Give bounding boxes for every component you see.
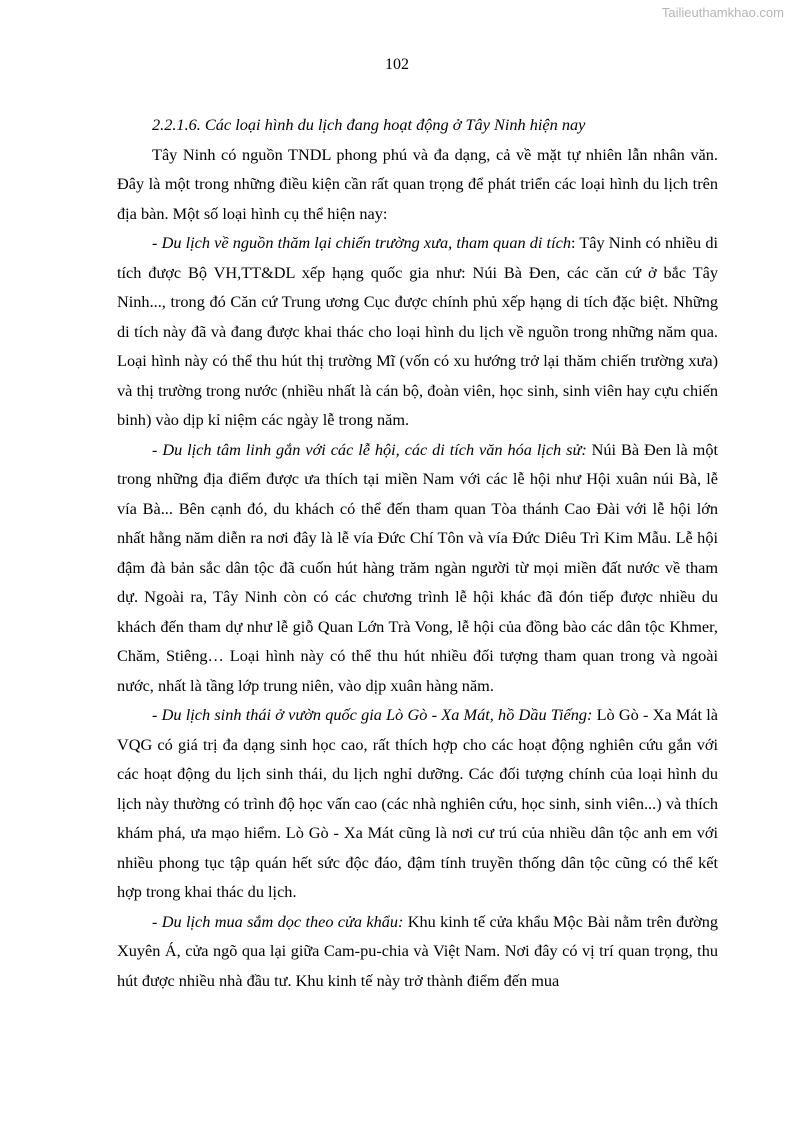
item-lead: - Du lịch tâm linh gắn với các lễ hội, các di tích văn hóa lịch sử:: [152, 439, 587, 459]
item-lead: - Du lịch về nguồn thăm lại chiến trường xưa, tham quan di tích: [152, 233, 571, 252]
paragraph-item: [117, 435, 718, 701]
paragraph-item: [117, 700, 718, 907]
item-lead: - Du lịch mua sắm dọc theo cửa khẩu:: [152, 911, 404, 931]
section-heading: 2.2.1.6. Các loại hình du lịch đang hoạt động ở Tây Ninh hiện nay: [152, 115, 586, 134]
page-number: 102: [385, 56, 409, 73]
item-lead: - Du lịch sinh thái ở vườn quốc gia Lò Gò - Xa Mát, hồ Dầu Tiếng:: [152, 705, 593, 724]
item-text: : Tây Ninh có nhiều di tích được Bộ VH,TT&DL xếp hạng quốc gia như: Núi Bà Đen, các căn cứ ở bắc Tây Ninh..., trong đó Căn cứ Trung ương Cục được chính phủ xếp hạng di tích đặc biệt. Những di tích này đã và đang được khai thác cho loại hình du lịch về nguồn trong những năm qua. Loại hình này có thể thu hút thị trường Mĩ (vốn có xu hướng trở lại thăm chiến trường xưa) và thị trường trong nước (nhiều nhất là cán bộ, đoàn viên, học sinh, sinh viên hay cựu chiến binh) vào dịp kỉ niệm các ngày lễ trong năm.: [117, 233, 718, 429]
paragraph-item: [117, 228, 718, 435]
document-body: [117, 110, 718, 995]
intro-paragraph: Tây Ninh có nguồn TNDL phong phú và đa dạng, cả về mặt tự nhiên lẫn nhân văn. Đây là một trong những điều kiện cần rất quan trọng để phát triển các loại hình du lịch trên địa bàn. Một số loại hình cụ thể hiện nay:: [117, 144, 718, 223]
paragraph-item: [117, 907, 718, 996]
watermark: Tailieuthamkhao.com: [661, 5, 784, 20]
item-text: Khu kinh tế cửa khẩu Mộc Bài nằm trên đường Xuyên Á, cửa ngõ qua lại giữa Cam-pu-chia và Việt Nam. Nơi đây có vị trí quan trọng, thu hút được nhiều nhà đầu tư. Khu kinh tế này trở thành điểm đến mua: [117, 911, 718, 990]
item-text: Núi Bà Đen là một trong những địa điểm được ưa thích tại miền Nam với các lễ hội như Hội xuân núi Bà, lễ vía Bà... Bên cạnh đó, du khách có thể đến tham quan Tòa thánh Cao Đài với lễ hội lớn nhất hằng năm diễn ra nơi đây là lễ vía Đức Chí Tôn và vía Đức Diêu Trì Kim Mẫu. Lễ hội đậm đà bản sắc dân tộc đã cuốn hút hàng trăm ngàn người từ mọi miền đất nước về tham dự. Ngoài ra, Tây Ninh còn có các chương trình lễ hội khác đã đón tiếp được nhiều du khách đến tham dự như lễ giỗ Quan Lớn Trà Vong, lễ hội của đồng bào các dân tộc Khmer, Chăm, Stiêng… Loại hình này có thể thu hút nhiều đối tượng tham quan trong và ngoài nước, nhất là tầng lớp trung niên, vào dịp xuân hàng năm.: [117, 439, 719, 695]
item-text: Lò Gò - Xa Mát là VQG có giá trị đa dạng sinh học cao, rất thích hợp cho các hoạt động nghiên cứu gắn với các hoạt động du lịch sinh thái, du lịch nghỉ dưỡng. Các đối tượng chính của loại hình du lịch này thường có trình độ học vấn cao (các nhà nghiên cứu, học sinh, sinh viên...) và thích khám phá, ưa mạo hiểm. Lò Gò - Xa Mát cũng là nơi cư trú của nhiều dân tộc anh em với nhiều phong tục tập quán hết sức độc đáo, đậm tính truyền thống dân tộc cũng có thể kết hợp trong khai thác du lịch.: [117, 705, 719, 901]
